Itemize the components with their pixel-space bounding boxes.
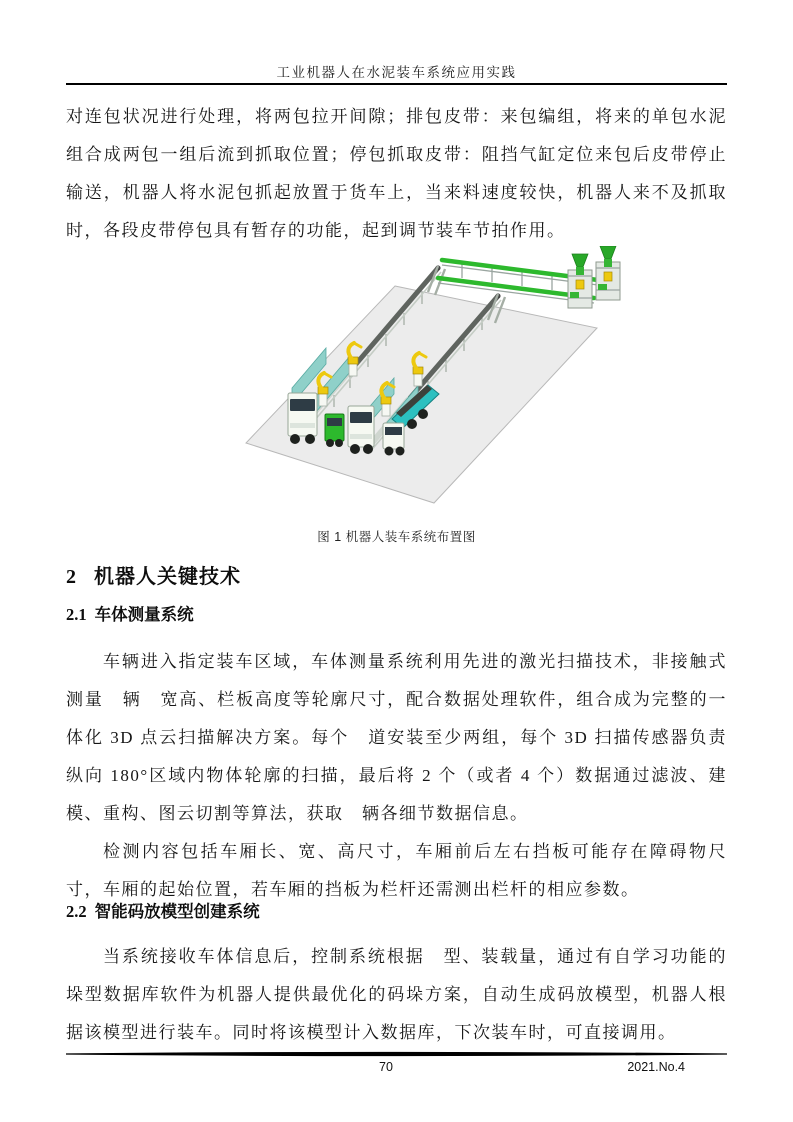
section-2-2-number: 2.2 bbox=[66, 902, 87, 921]
section-2-2-heading bbox=[66, 898, 260, 922]
intro-paragraph: 对连包状况进行处理，将两包拉开间隙；排包皮带：来包编组，将来的单包水泥组合成两包一组后流到抓取位置；停包抓取皮带：阻挡气缸定位来包后皮带停止输送，机器人将水泥包抓起放置于货车上，当来料速度较快，机器人来不及抓取时，各段皮带停包具有暂存的功能，起到调节装车节拍作用。 bbox=[66, 107, 727, 240]
running-title: 工业机器人在水泥装车系统应用实践 bbox=[276, 65, 517, 80]
section-2-1-title: 车体测量系统 bbox=[94, 606, 194, 624]
system-layout-figure bbox=[242, 246, 632, 518]
section-2-1-paragraph-1: 车辆进入指定装车区域，车体测量系统利用先进的激光扫描技术，非接触式测量 辆 宽高、栏板高度等轮廓尺寸，配合数据处理软件，组合成为完整的一体化 3D 点云扫描解决方案。每个 道安装至少两组，每个 3D 扫描传感器负责纵向 180°区域内物体轮廓的扫描，最后将 2 个（或者 4 个）数据通过滤波、建模、重构、图云切割等算法，获取 辆各细节数据信息。 bbox=[66, 652, 727, 823]
figure-caption: 图 1 机器人装车系统布置图 bbox=[317, 530, 476, 544]
section-2-title: 机器人关键技术 bbox=[94, 566, 241, 588]
packing-machine-1 bbox=[568, 254, 592, 308]
section-2-1-paragraph-2: 检测内容包括车厢长、宽、高尺寸，车厢前后左右挡板可能存在障碍物尺寸，车厢的起始位置，若车厢的挡板为栏杆还需测出栏杆的相应参数。 bbox=[66, 842, 727, 899]
section-2-1-heading bbox=[66, 601, 194, 625]
header-rule bbox=[66, 83, 727, 85]
section-2-2-title: 智能码放模型创建系统 bbox=[94, 903, 260, 921]
section-2-1-number: 2.1 bbox=[66, 605, 87, 624]
truck-1 bbox=[288, 393, 317, 444]
truck-3 bbox=[348, 406, 374, 454]
footer-rule bbox=[66, 1051, 727, 1057]
system-layout-illustration bbox=[242, 246, 632, 518]
page-number: 70 bbox=[379, 1060, 393, 1074]
packing-machine-2 bbox=[596, 246, 620, 300]
section-2-heading bbox=[66, 560, 241, 589]
section-2-number: 2 bbox=[66, 566, 77, 588]
issue-label: 2021.No.4 bbox=[627, 1060, 685, 1074]
section-2-2-paragraph-1: 当系统接收车体信息后，控制系统根据 型、装载量，通过有自学习功能的垛型数据库软件为机器人提供最优化的码垛方案，自动生成码放模型，机器人根据该模型进行装车。同时将该模型计入数据库，下次装车时，可直接调用。 bbox=[66, 947, 727, 1042]
